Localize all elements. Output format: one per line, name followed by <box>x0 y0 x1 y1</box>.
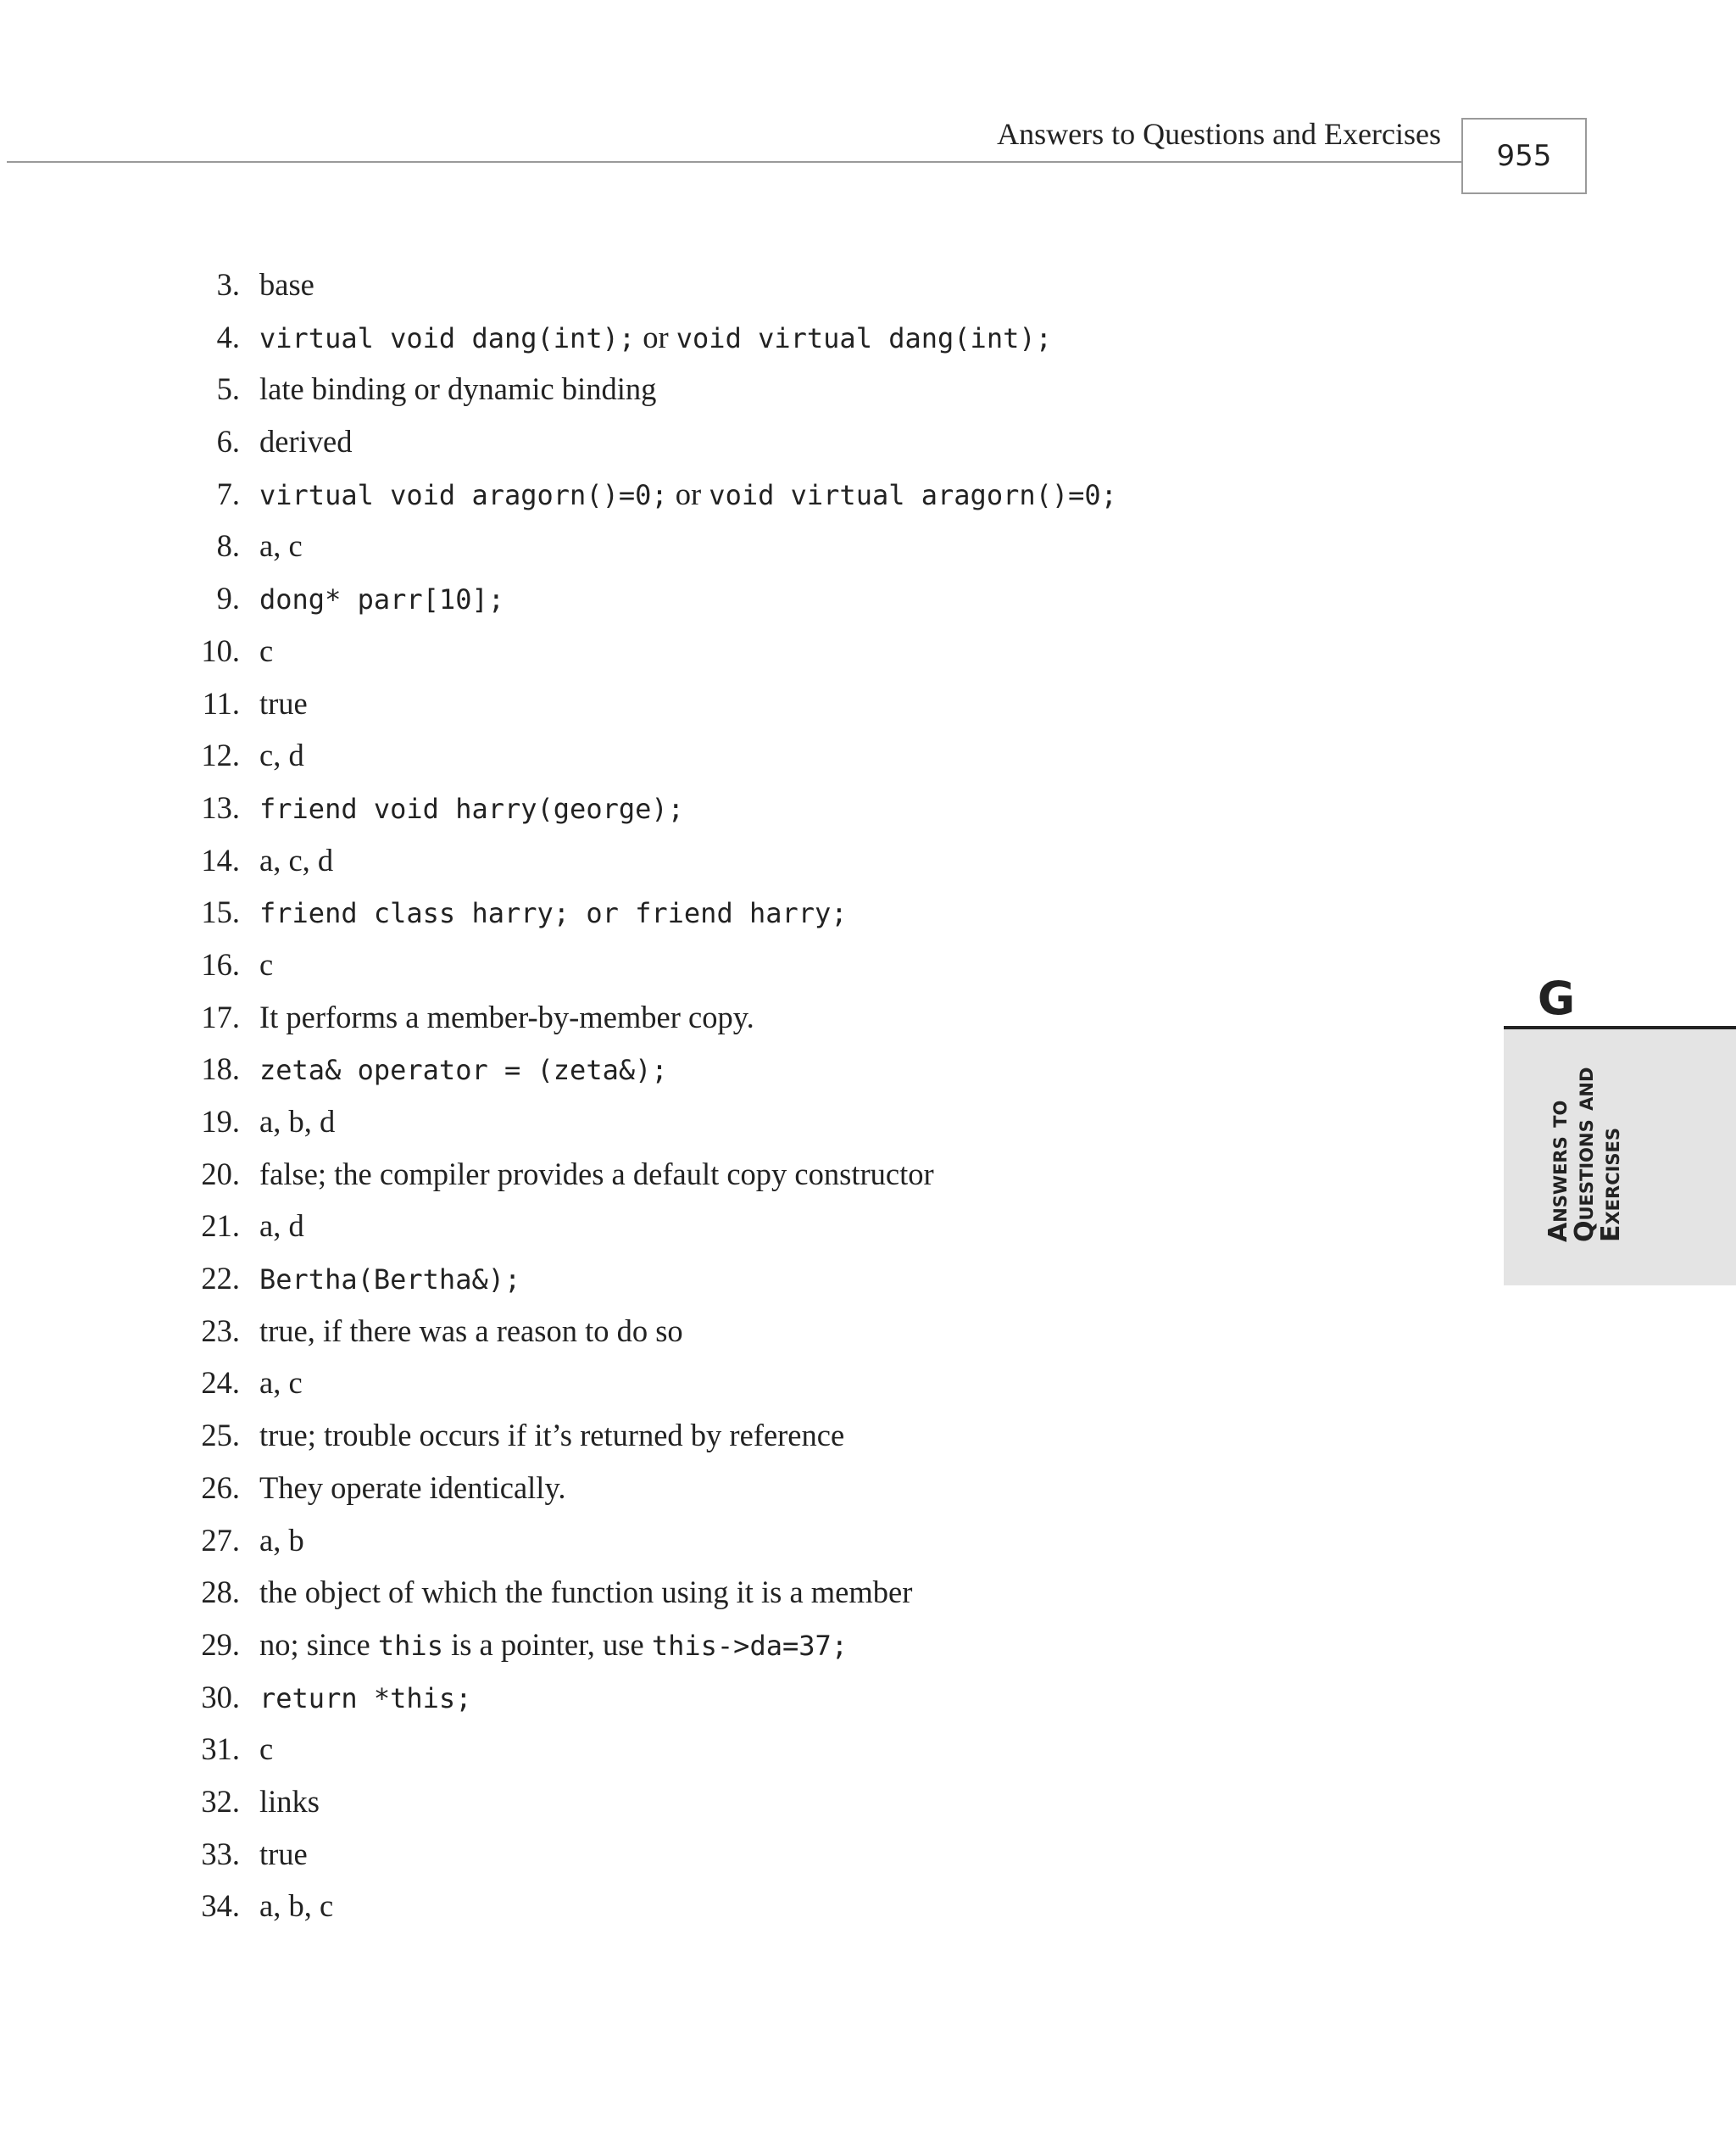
answer-item <box>0 1566 1441 1619</box>
text-fragment: true <box>259 1836 308 1871</box>
text-fragment: It performs a member-by-member copy. <box>259 999 754 1034</box>
answer-text <box>259 572 504 627</box>
answer-item <box>0 1095 1441 1148</box>
answer-item <box>0 572 1441 625</box>
code-fragment: virtual void aragorn()=0; <box>259 478 668 511</box>
answer-text <box>259 259 314 311</box>
answer-number: 33. <box>201 1836 240 1871</box>
code-fragment: return *this; <box>259 1681 472 1714</box>
answer-item <box>0 363 1441 415</box>
answer-number: 7. <box>216 476 240 511</box>
answer-item <box>0 1043 1441 1095</box>
answer-number: 23. <box>201 1313 240 1348</box>
answer-number: 30. <box>201 1679 240 1714</box>
answer-item <box>0 677 1441 730</box>
answer-number: 6. <box>216 424 240 460</box>
code-fragment: this <box>377 1629 443 1662</box>
code-fragment: zeta& operator = (zeta&); <box>259 1054 668 1087</box>
text-fragment: true, if there was a reason to do so <box>259 1313 683 1348</box>
answer-text <box>259 834 333 887</box>
answer-item <box>0 1775 1441 1828</box>
text-fragment: true; trouble occurs if it’s returned by reference <box>259 1418 845 1453</box>
text-fragment: no; since <box>259 1626 378 1662</box>
answer-text <box>259 1671 471 1725</box>
code-fragment: friend void harry(george); <box>259 792 684 825</box>
answer-text <box>259 1409 844 1462</box>
answer-text <box>259 1566 912 1619</box>
answer-text <box>259 1252 520 1307</box>
answer-number: 24. <box>201 1365 240 1401</box>
answer-item <box>0 1514 1441 1567</box>
answer-text <box>259 1095 335 1148</box>
text-fragment: a, b, d <box>259 1104 336 1139</box>
text-fragment: derived <box>259 424 353 460</box>
code-fragment: this->da=37; <box>651 1629 849 1662</box>
answer-item <box>0 259 1441 311</box>
answer-text <box>259 1305 683 1357</box>
answer-number: 10. <box>201 633 240 668</box>
answer-number: 4. <box>216 319 240 354</box>
answer-item <box>0 1880 1441 1932</box>
answer-item <box>0 991 1441 1044</box>
answer-number: 22. <box>201 1261 240 1296</box>
answer-number: 18. <box>201 1051 240 1087</box>
answer-number: 11. <box>202 685 240 721</box>
answer-number: 9. <box>216 581 240 616</box>
page-number: 955 <box>1461 118 1587 194</box>
answer-text <box>259 625 273 677</box>
thumb-tab-line-1: Answers to <box>1544 1100 1573 1242</box>
answer-text <box>259 1357 303 1409</box>
answer-text <box>259 1775 320 1828</box>
answer-number: 32. <box>201 1783 240 1819</box>
text-fragment: They operate identically. <box>259 1469 566 1505</box>
answer-text <box>259 415 352 468</box>
answer-item <box>0 1619 1441 1671</box>
answer-number: 25. <box>201 1418 240 1453</box>
answer-item <box>0 1305 1441 1357</box>
answer-text <box>259 1514 304 1567</box>
answer-number: 12. <box>201 738 240 773</box>
text-fragment: the object of which the function using it is a member <box>259 1575 913 1610</box>
answer-text <box>259 520 303 572</box>
code-fragment: virtual void dang(int); <box>259 321 636 354</box>
text-fragment: a, c <box>259 528 303 564</box>
answer-text <box>259 1043 668 1097</box>
answer-item <box>0 939 1441 991</box>
answer-item <box>0 1828 1441 1881</box>
answer-item <box>0 1409 1441 1462</box>
answer-number: 8. <box>216 528 240 564</box>
code-fragment: friend class harry; or friend harry; <box>259 897 848 930</box>
answer-number: 21. <box>201 1208 240 1244</box>
text-fragment: c <box>259 633 274 668</box>
answer-item <box>0 625 1441 677</box>
answer-number: 13. <box>201 789 240 825</box>
answer-number: 3. <box>216 267 240 302</box>
answer-list <box>0 259 1441 1932</box>
code-fragment: void virtual aragorn()=0; <box>709 478 1117 511</box>
header-rule <box>7 161 1461 163</box>
answer-number: 28. <box>201 1575 240 1610</box>
text-fragment: or <box>667 476 709 511</box>
running-head: Answers to Questions and Exercises <box>997 117 1441 151</box>
text-fragment: a, d <box>259 1208 304 1244</box>
text-fragment: a, c <box>259 1365 303 1401</box>
answer-item <box>0 886 1441 939</box>
answer-text <box>259 311 1052 365</box>
thumb-tab-label <box>1545 1022 1624 1242</box>
text-fragment: a, b <box>259 1522 304 1558</box>
answer-item <box>0 311 1441 364</box>
answer-number: 31. <box>201 1731 240 1767</box>
answer-number: 5. <box>216 371 240 407</box>
answer-item <box>0 1357 1441 1409</box>
answer-item <box>0 1148 1441 1201</box>
text-fragment: links <box>259 1783 320 1819</box>
answer-text <box>259 363 656 415</box>
text-fragment: base <box>259 267 314 302</box>
answer-text <box>259 1723 273 1775</box>
answer-number: 16. <box>201 946 240 982</box>
answer-text <box>259 1148 934 1201</box>
answer-number: 19. <box>201 1104 240 1139</box>
answer-number: 26. <box>201 1469 240 1505</box>
answer-item <box>0 834 1441 887</box>
text-fragment: c <box>259 1731 274 1767</box>
answer-text <box>259 991 754 1044</box>
text-fragment: a, c, d <box>259 842 334 878</box>
answer-item <box>0 1462 1441 1514</box>
text-fragment: false; the compiler provides a default copy constructor <box>259 1156 934 1191</box>
answer-text <box>259 677 308 730</box>
answer-text <box>259 782 684 836</box>
answer-item <box>0 1671 1441 1724</box>
answer-text <box>259 886 848 940</box>
answer-number: 17. <box>201 999 240 1034</box>
answer-item <box>0 1723 1441 1775</box>
answer-text <box>259 1462 565 1514</box>
answer-text <box>259 1619 848 1673</box>
answer-text <box>259 1880 333 1932</box>
answer-item <box>0 1200 1441 1252</box>
answer-text <box>259 1828 308 1881</box>
thumb-tab-line-3: Exercises <box>1596 1127 1626 1242</box>
text-fragment: is a pointer, use <box>442 1626 652 1662</box>
thumb-tab-letter: G <box>1537 972 1576 1025</box>
answer-item <box>0 520 1441 572</box>
answer-number: 27. <box>201 1522 240 1558</box>
text-fragment: true <box>259 685 308 721</box>
text-fragment: or <box>635 319 676 354</box>
answer-item <box>0 782 1441 834</box>
answer-number: 34. <box>201 1888 240 1924</box>
thumb-tab-line-2: Questions and <box>1570 1067 1600 1242</box>
text-fragment: late binding or dynamic binding <box>259 371 657 407</box>
text-fragment: c, d <box>259 738 304 773</box>
answer-item <box>0 468 1441 521</box>
answer-number: 20. <box>201 1156 240 1191</box>
answer-item <box>0 729 1441 782</box>
answer-text <box>259 939 273 991</box>
text-fragment: a, b, c <box>259 1888 334 1924</box>
code-fragment: Bertha(Bertha&); <box>259 1263 521 1296</box>
code-fragment: dong* parr[10]; <box>259 583 504 616</box>
answer-text <box>259 468 1117 522</box>
answer-item <box>0 1252 1441 1305</box>
answer-number: 29. <box>201 1626 240 1662</box>
code-fragment: void virtual dang(int); <box>676 321 1052 354</box>
answer-text <box>259 1200 304 1252</box>
answer-number: 14. <box>201 842 240 878</box>
answer-text <box>259 729 304 782</box>
answer-item <box>0 415 1441 468</box>
answer-number: 15. <box>201 895 240 930</box>
text-fragment: c <box>259 946 274 982</box>
